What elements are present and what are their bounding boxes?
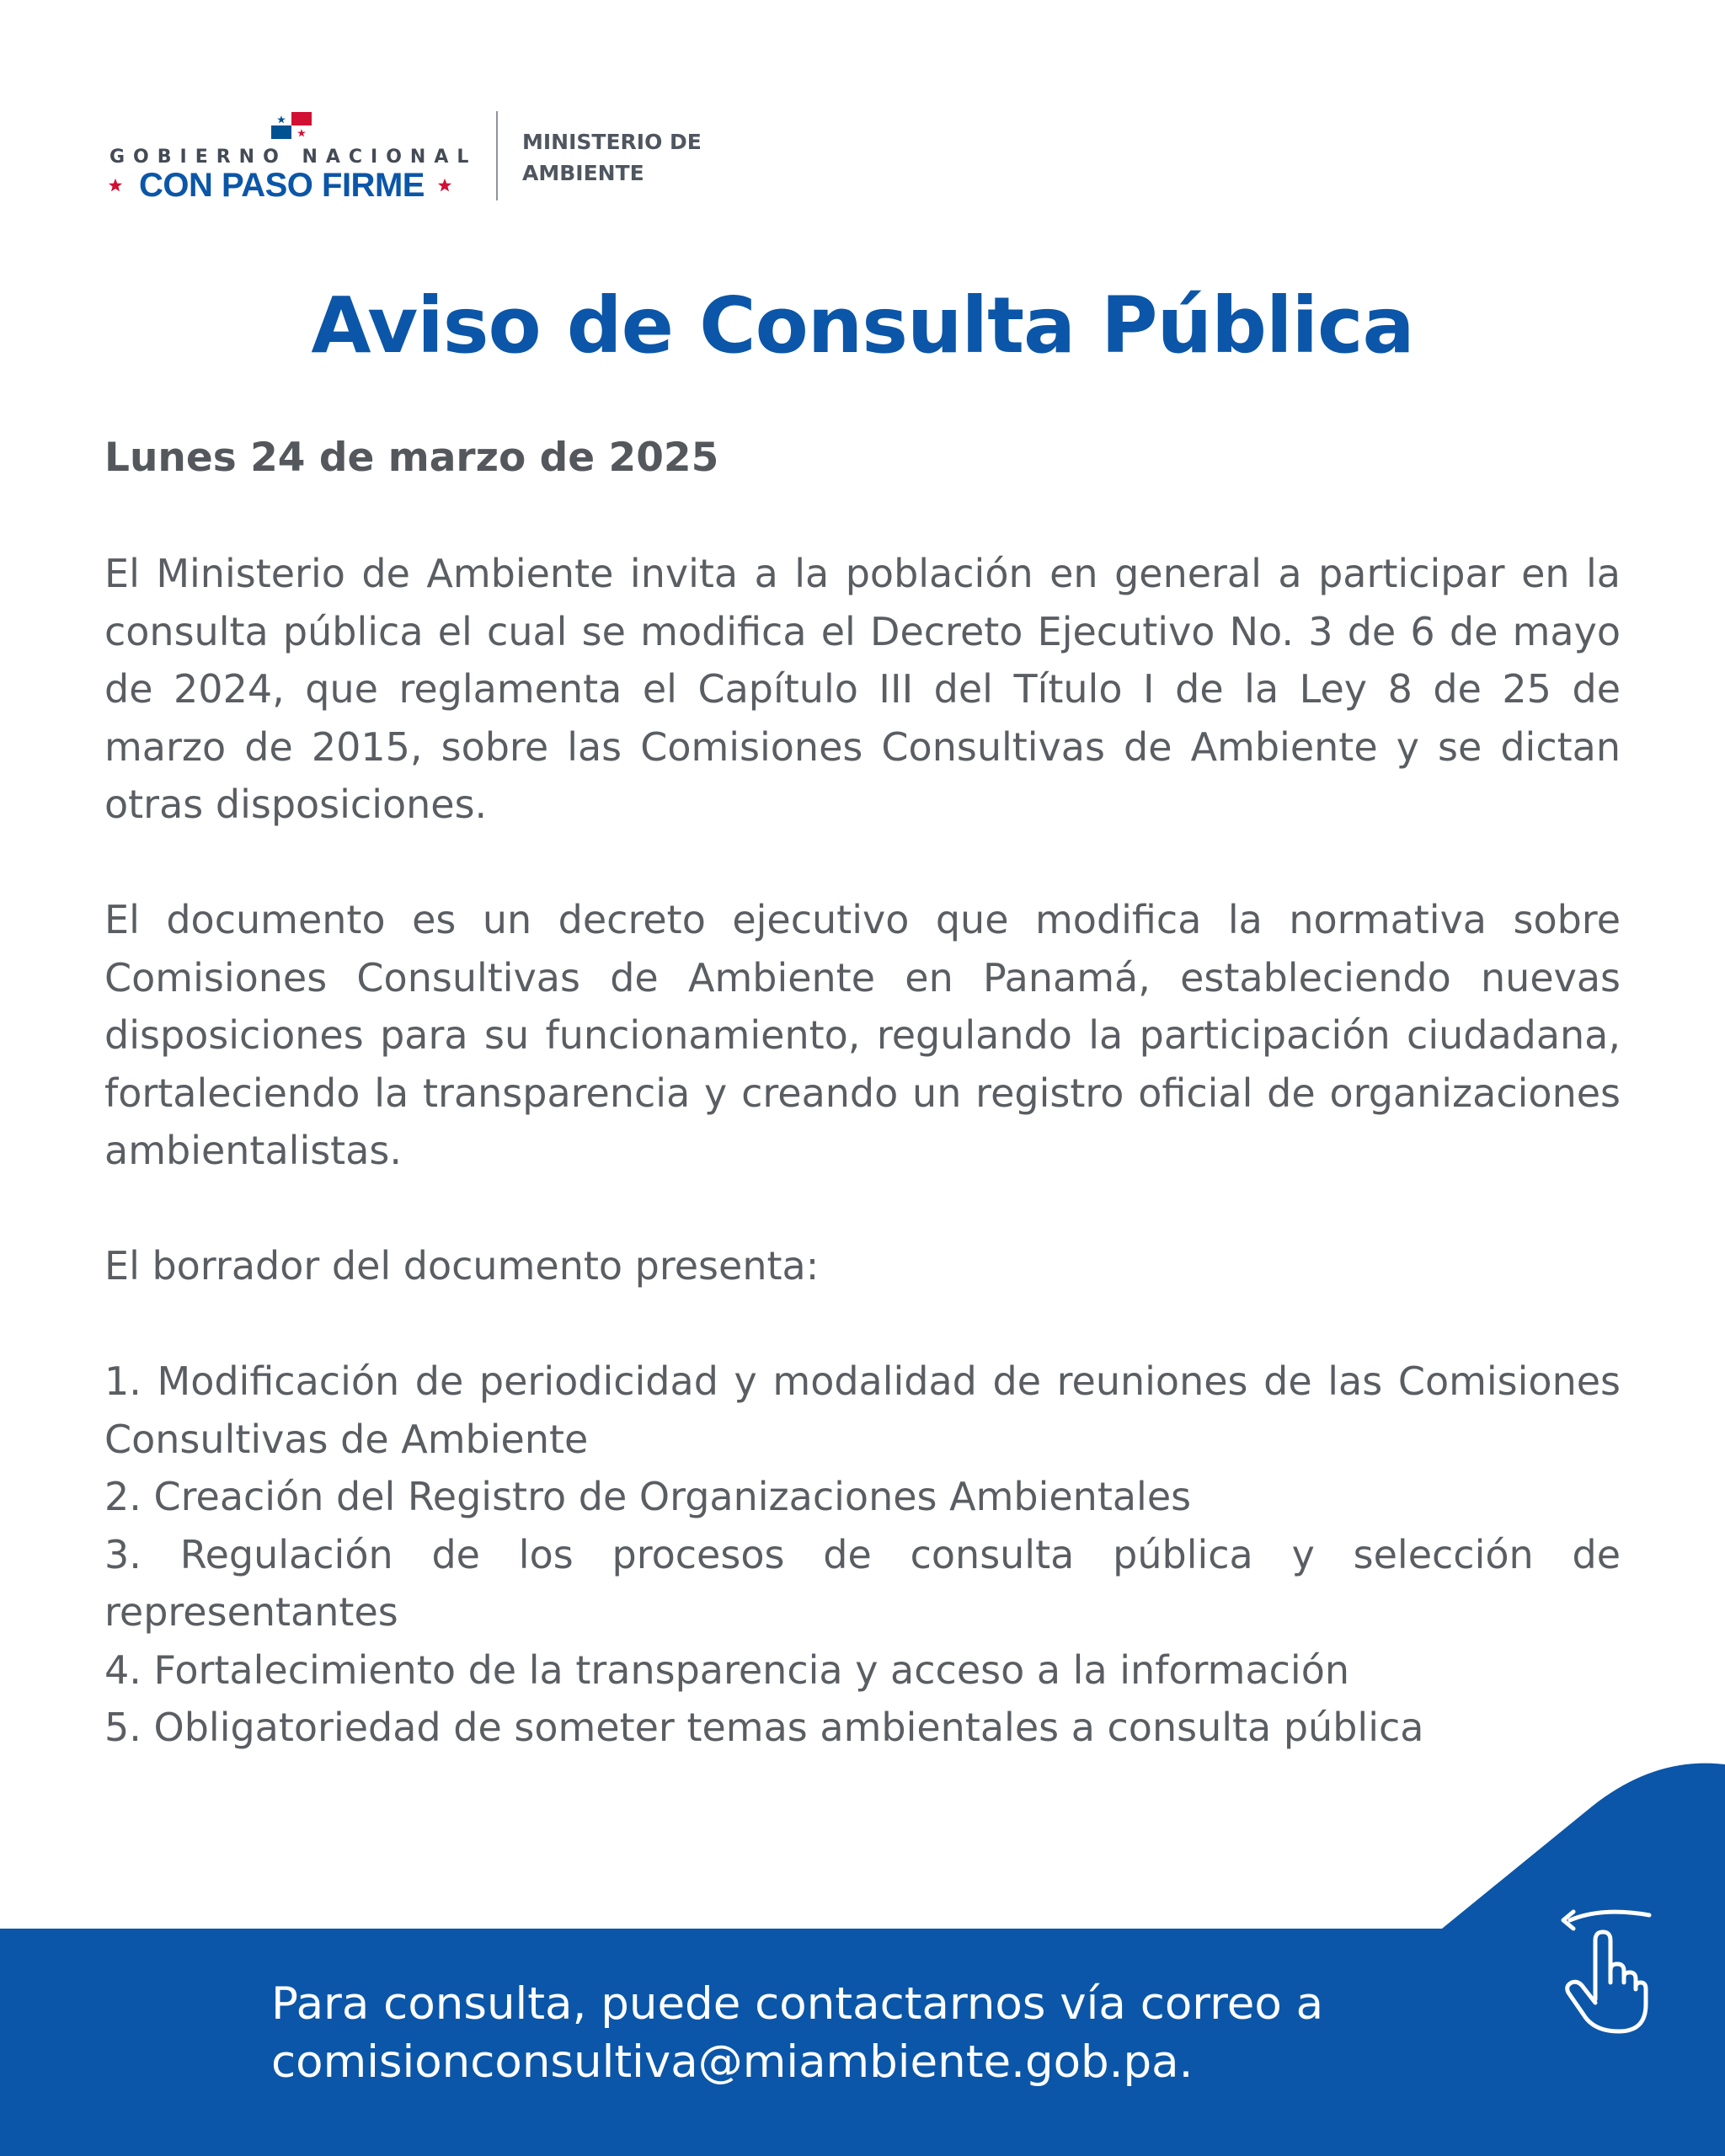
notice-body [104,430,1621,1757]
panama-flag-icon [271,112,312,139]
logo-divider [496,111,498,200]
swipe-hand-icon [1551,1905,1654,2040]
ministerio-line-1: MINISTERIO DE [522,130,702,154]
list-item: 4. Fortalecimiento de la transparencia y acceso a la información [104,1646,1349,1693]
header [0,0,1725,219]
list-item: 2. Creación del Registro de Organizaciones Ambientales [104,1474,1192,1519]
draft-items-list [104,1353,1621,1757]
ministerio-ambiente-logo [522,126,702,189]
contact-line: Para consulta, puede contactarnos vía correo a [271,1978,1324,2030]
list-item: 1. Modificación de periodicidad y modalidad de reuniones de las Comisiones Consultivas de Ambiente [104,1358,1621,1462]
gobierno-nacional-label: GOBIERNO NACIONAL [109,147,478,168]
paragraph-invitation: El Ministerio de Ambiente invita a la población en general a participar en la consulta pública el cual se modifica el Decreto Ejecutivo No. 3 de 6 de mayo de 2024, que reglamenta el Capítulo III del Título I de la Ley 8 de 25 de marzo de 2015, sobre las Comisiones Consultivas de Ambiente y se dictan otras disposiciones. [104,551,1621,827]
page-title: Aviso de Consulta Pública [311,280,1414,371]
paragraph-draft-intro: El borrador del documento presenta: [104,1243,820,1289]
notice-date: Lunes 24 de marzo de 2025 [104,435,719,481]
footer-background [0,1760,1725,2156]
paragraph-description: El documento es un decreto ejecutivo que modifica la normativa sobre Comisiones Consultivas de Ambiente en Panamá, estableciendo nuevas disposiciones para su funcionamiento, regulando la participación ciudadana, fortaleciendo la transparencia y creando un registro oficial de organizaciones ambientalistas. [104,897,1621,1173]
contact-info [271,1975,1535,2091]
list-item: 5. Obligatoriedad de someter temas ambientales a consulta pública [104,1705,1424,1750]
contact-email-link[interactable]: comisionconsultiva@miambiente.gob.pa. [271,2036,1194,2088]
star-icon [108,178,123,193]
con-paso-firme-label: CON PASO FIRME [139,166,425,204]
list-item: 3. Regulación de los procesos de consulta pública y selección de representantes [104,1531,1621,1635]
ministerio-line-2: AMBIENTE [522,161,644,185]
con-paso-firme-logo [108,165,478,205]
star-icon [437,178,452,193]
